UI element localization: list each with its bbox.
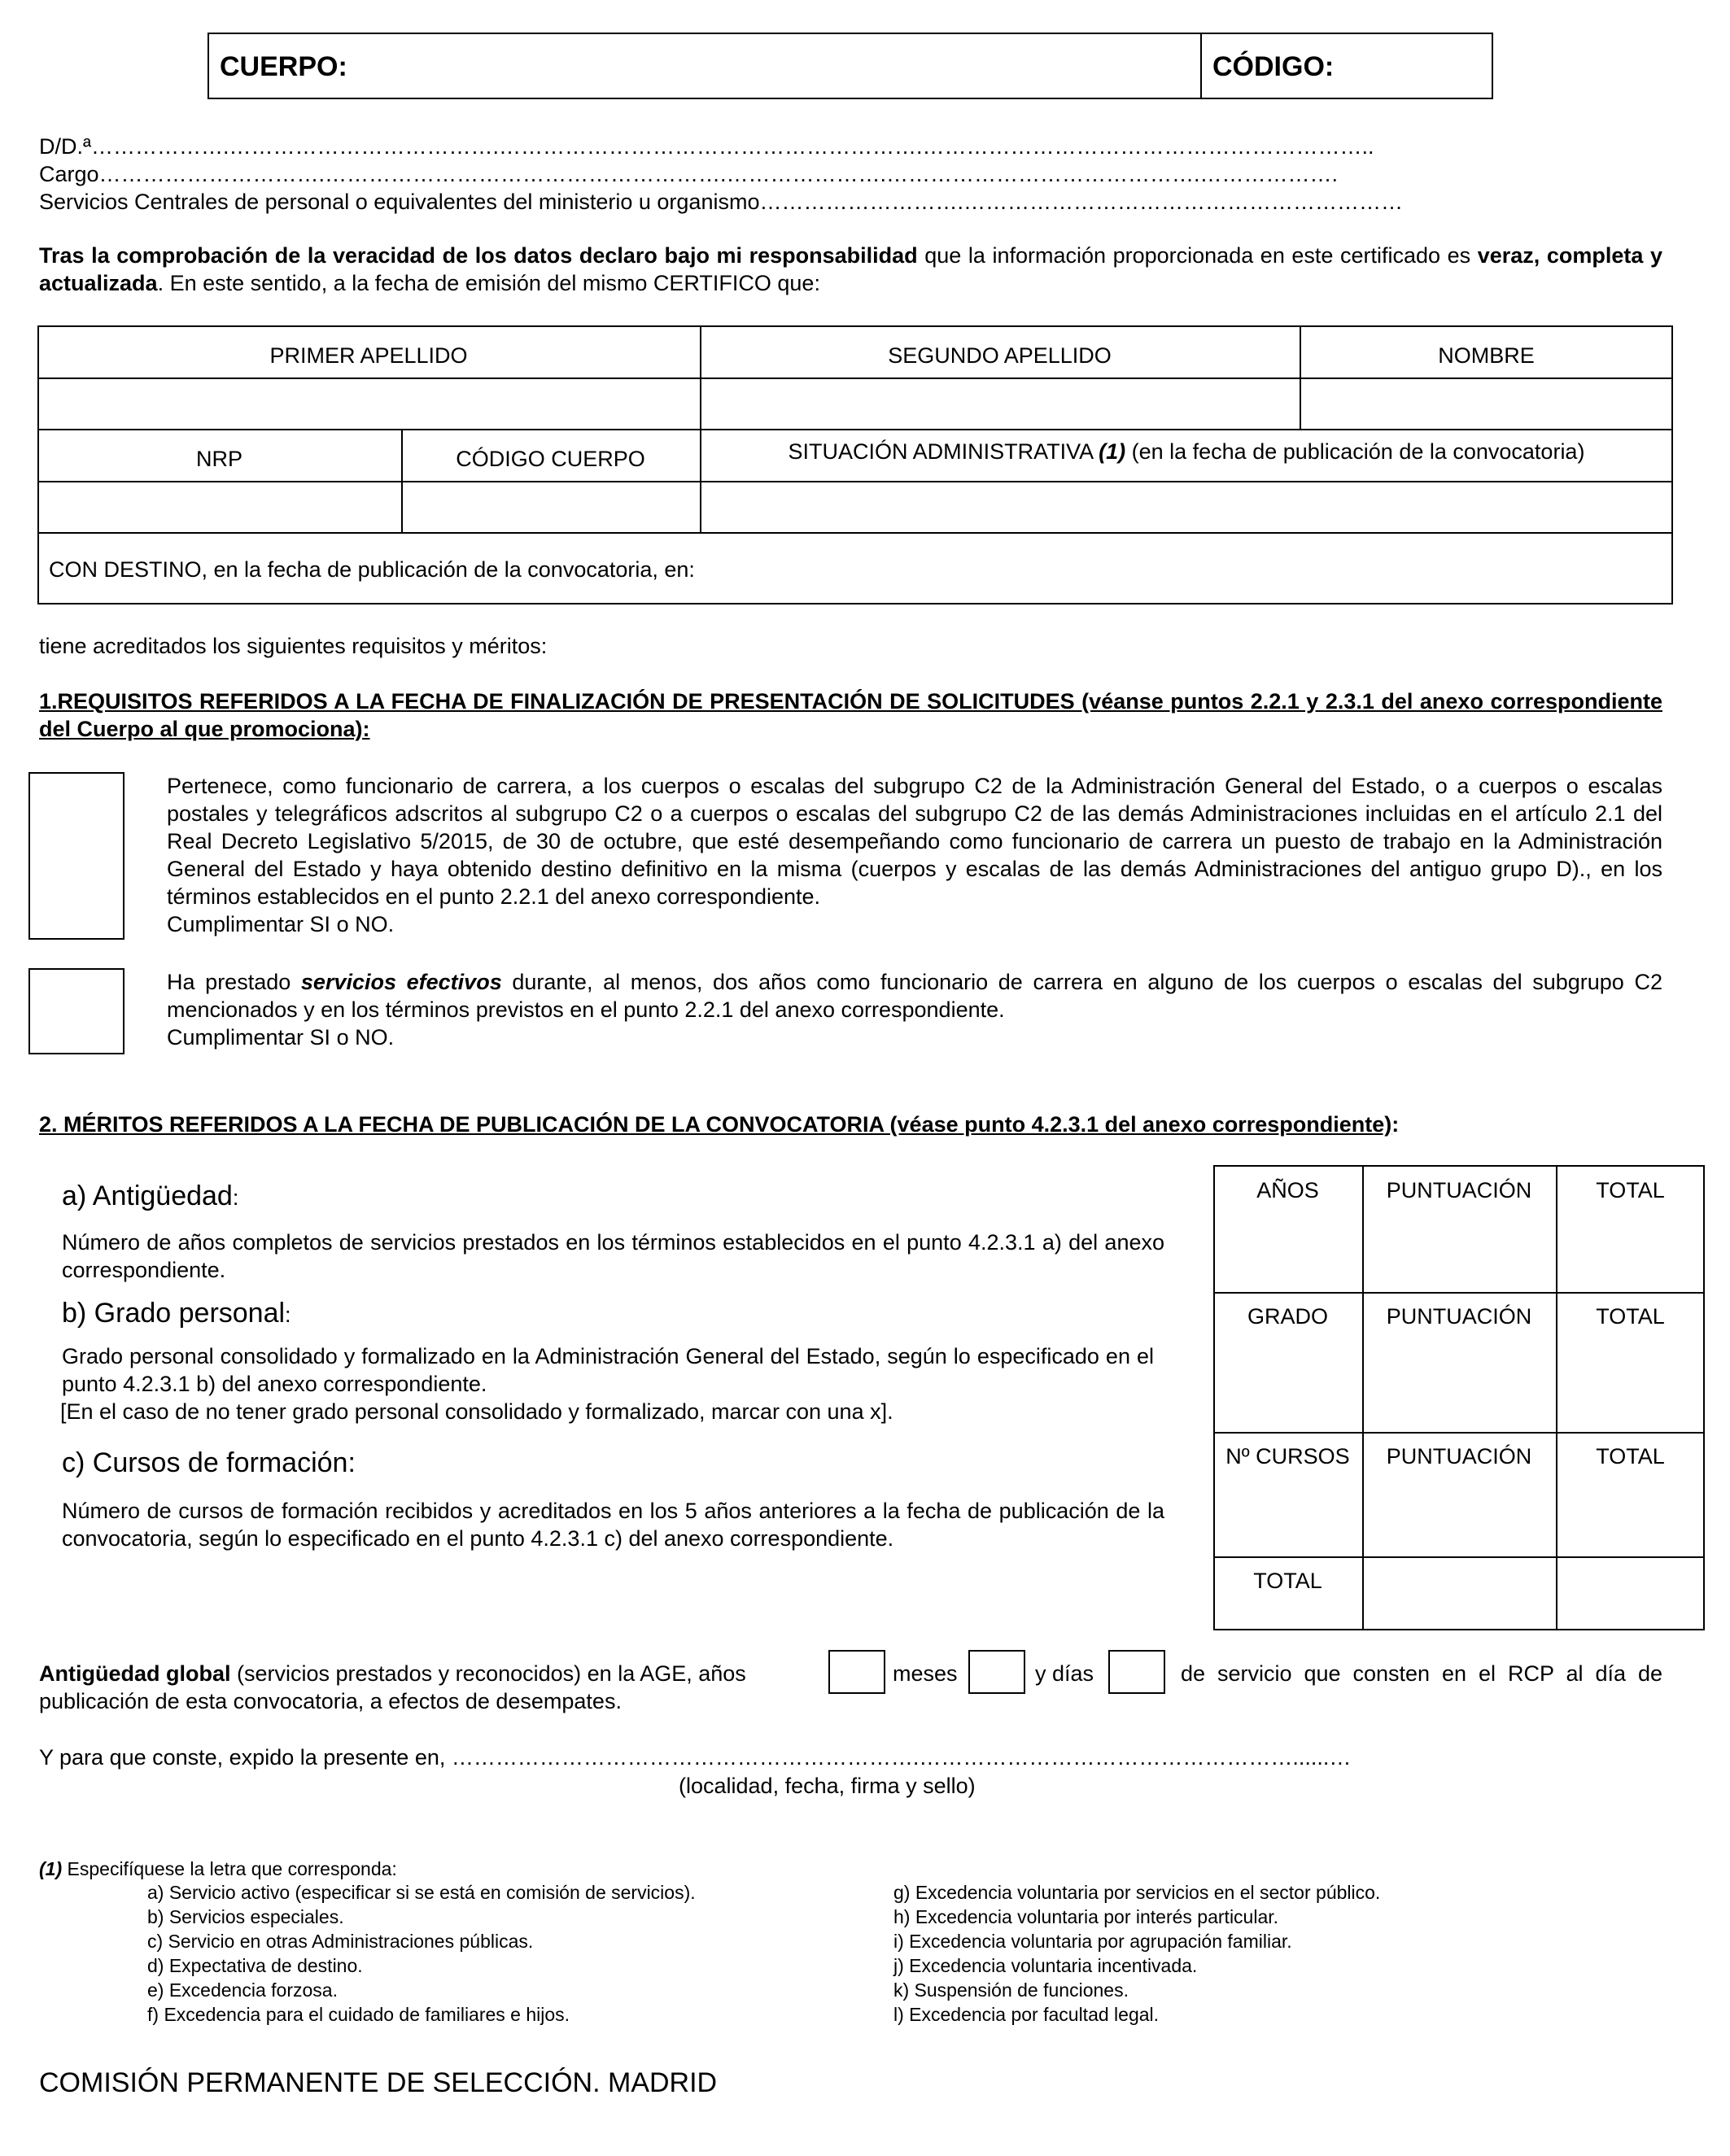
grado-colon: :	[285, 1303, 291, 1327]
declaration-text-2: . En este sentido, a la fecha de emisión del mismo CERTIFICO que:	[157, 271, 820, 295]
tiene-text: tiene acreditados los siguientes requisitos y méritos:	[39, 634, 548, 658]
footnote-left-list	[147, 1880, 696, 2027]
primer-apellido-header: PRIMER APELLIDO	[269, 343, 468, 368]
global-text	[39, 1660, 746, 1687]
req2-fill-note: Cumplimentar SI o NO.	[167, 1025, 395, 1050]
footnote-item: i) Excedencia voluntaria por agrupación familiar.	[893, 1931, 1292, 1952]
codigo-label: CÓDIGO:	[1212, 51, 1335, 82]
footnote-ref: (1)	[39, 1858, 63, 1879]
situacion-field[interactable]	[701, 482, 1671, 531]
dias-label: y días	[1035, 1661, 1094, 1686]
footnote-item: k) Suspensión de funciones.	[893, 1979, 1129, 2001]
declaration-bold: Tras la comprobación de la veracidad de los datos declaro bajo mi responsabilidad	[39, 243, 918, 268]
cursos-text: Número de cursos de formación recibidos y acreditados en los 5 años anteriores a la fecha de publicación de la convocatoria, según lo especificado en el punto 4.2.3.1 c) del anexo correspondiente.	[62, 1499, 1164, 1551]
header-divider	[1200, 33, 1202, 99]
segundo-apellido-header: SEGUNDO APELLIDO	[888, 343, 1112, 368]
situacion-header	[700, 438, 1673, 465]
closing-sub: (localidad, fecha, firma y sello)	[679, 1774, 976, 1798]
nombre-field[interactable]	[1301, 379, 1671, 428]
footnote-item: c) Servicio en otras Administraciones públicas.	[147, 1931, 534, 1952]
segundo-apellido-field[interactable]	[701, 379, 1298, 428]
antiguedad-label: a) Antigüedad	[62, 1181, 233, 1211]
footnote-right-list	[893, 1880, 1380, 2027]
declaration-bold-2: veraz, completa y actualizada	[39, 243, 1662, 295]
codigo-cuerpo-field[interactable]	[403, 482, 698, 531]
situacion-label-tail: (en la fecha de publicación de la convocatoria)	[1125, 439, 1585, 464]
closing-line[interactable]: Y para que conste, expido la presente en, ……………………………………………………….……………………………………………......…	[39, 1745, 1352, 1770]
footnote-item: h) Excedencia voluntaria por interés particular.	[893, 1906, 1279, 1927]
meses-label: meses	[893, 1661, 958, 1686]
section2-title-text: 2. MÉRITOS REFERIDOS A LA FECHA DE PUBLICACIÓN DE LA CONVOCATORIA (véase punto 4.2.3.1 del anexo correspondiente)	[39, 1112, 1392, 1137]
cuerpo-label: CUERPO:	[220, 51, 347, 82]
global-text-b	[1181, 1660, 1662, 1687]
nrp-header: NRP	[195, 447, 242, 471]
meses-box[interactable]	[968, 1650, 1025, 1694]
req1-fill-note: Cumplimentar SI o NO.	[167, 912, 395, 936]
footnote-item: e) Excedencia forzosa.	[147, 1979, 338, 2001]
merits-table-hline	[1213, 1292, 1705, 1294]
grado-header: GRADO	[1247, 1304, 1328, 1329]
grado-note: [En el caso de no tener grado personal consolidado y formalizado, marcar con una x].	[60, 1399, 893, 1424]
total-header: TOTAL	[1596, 1178, 1665, 1202]
section2-title	[39, 1111, 1399, 1138]
anos-box[interactable]	[828, 1650, 885, 1694]
merits-table-vline	[1556, 1165, 1557, 1630]
global-text-b-content: de servicio que consten en el RCP al día de	[1181, 1661, 1662, 1686]
footnote-intro	[39, 1857, 397, 1881]
declaration	[39, 242, 1662, 297]
footnote-item: a) Servicio activo (especificar si se está en comisión de servicios).	[147, 1882, 696, 1903]
req2-text-a: Ha prestado	[167, 970, 301, 994]
id-table-hline	[37, 532, 1673, 534]
dd-line[interactable]: D/D.ª……………….……………………………….………………………………………………….……………………………………………………..	[39, 134, 1374, 159]
footnote-item: b) Servicios especiales.	[147, 1906, 344, 1927]
footnote-item: f) Excedencia para el cuidado de familiares e hijos.	[147, 2004, 570, 2025]
global-bold: Antigüedad global	[39, 1661, 231, 1686]
footnote-item: g) Excedencia voluntaria por servicios en el sector público.	[893, 1882, 1381, 1903]
servicios-line[interactable]: Servicios Centrales de personal o equivalentes del ministerio u organismo……………………….……………………………………………………	[39, 190, 1403, 214]
merits-table-hline	[1213, 1556, 1705, 1558]
cargo-line[interactable]: Cargo………………………….……………………………………………….………………….…………………………………….……………….	[39, 162, 1339, 186]
footnote-intro-text: Especifíquese la letra que corresponda:	[62, 1858, 397, 1879]
grado-title	[62, 1297, 291, 1331]
nombre-header: NOMBRE	[1438, 343, 1535, 368]
nrp-field[interactable]	[39, 482, 400, 531]
total-header: TOTAL	[1596, 1444, 1665, 1469]
puntuacion-header: PUNTUACIÓN	[1386, 1304, 1532, 1329]
puntuacion-header: PUNTUACIÓN	[1386, 1444, 1532, 1469]
id-table-hline	[37, 429, 1673, 430]
anos-header: AÑOS	[1256, 1178, 1319, 1202]
primer-apellido-field[interactable]	[39, 379, 698, 428]
situacion-ref: (1)	[1099, 439, 1126, 464]
req2-text-b: durante, al menos, dos años como funcionario de carrera en alguno de los cuerpos o escalas del subgrupo C2 mencionados y en los términos previstos en el punto 2.2.1 del anexo correspondiente.	[167, 970, 1662, 1022]
antiguedad-title	[62, 1180, 238, 1214]
antiguedad-text: Número de años completos de servicios prestados en los términos establecidos en el punto 4.2.3.1 a) del anexo correspondiente.	[62, 1230, 1164, 1282]
dias-box[interactable]	[1108, 1650, 1165, 1694]
req1-checkbox[interactable]	[28, 772, 125, 940]
req2-checkbox[interactable]	[28, 968, 125, 1054]
grado-text: Grado personal consolidado y formalizado en la Administración General del Estado, según lo especificado en el punto 4.2.3.1 b) del anexo correspondiente.	[62, 1344, 1154, 1396]
merits-table-hline	[1213, 1432, 1705, 1434]
footnote-item: j) Excedencia voluntaria incentivada.	[893, 1955, 1198, 1976]
con-destino-label: CON DESTINO, en la fecha de publicación de la convocatoria, en:	[49, 557, 695, 582]
grado-label: b) Grado personal	[62, 1298, 286, 1329]
total-row-label: TOTAL	[1253, 1569, 1322, 1593]
declaration-text: que la información proporcionada en este certificado es	[917, 243, 1478, 268]
antiguedad-colon: :	[232, 1185, 239, 1210]
req1-text: Pertenece, como funcionario de carrera, a los cuerpos o escalas del subgrupo C2 de la Administración General del Estado, o a cuerpos o escalas postales y telegráficos adscritos al subgrupo C2 o a cuerpos o escalas del subgrupo C2 de las demás Administraciones incluidas en el artículo 2.1 del Real Decreto Legislativo 5/2015, de 30 de octubre, que esté desempeñando como funcionario de carrera un puesto de trabajo en la Administración General del Estado y haya obtenido destino definitivo en la misma (cuerpos y escalas de las demás Administraciones del antiguo grupo D)., en los términos establecidos en el punto 2.2.1 del anexo correspondiente.	[167, 774, 1662, 909]
section2-title-colon: :	[1391, 1112, 1400, 1137]
puntuacion-header: PUNTUACIÓN	[1386, 1178, 1532, 1202]
merits-table-vline	[1362, 1165, 1364, 1630]
situacion-label: SITUACIÓN ADMINISTRATIVA	[788, 439, 1099, 464]
section1-title: 1.REQUISITOS REFERIDOS A LA FECHA DE FINALIZACIÓN DE PRESENTACIÓN DE SOLICITUDES (véanse puntos 2.2.1 y 2.3.1 del anexo correspondiente del Cuerpo al que promociona):	[39, 689, 1662, 741]
req2-text	[167, 968, 1662, 1023]
total-header: TOTAL	[1596, 1304, 1665, 1329]
cursos-title: c) Cursos de formación:	[62, 1447, 356, 1478]
merits-table	[1213, 1165, 1705, 1630]
footnote-item: l) Excedencia por facultad legal.	[893, 2004, 1160, 2025]
commission-footer: COMISIÓN PERMANENTE DE SELECCIÓN. MADRID	[39, 2067, 718, 2098]
global-text-a: (servicios prestados y reconocidos) en la AGE, años	[230, 1661, 746, 1686]
cursos-header: Nº CURSOS	[1225, 1444, 1350, 1469]
codigo-cuerpo-header: CÓDIGO CUERPO	[456, 447, 645, 471]
req2-emphasis: servicios efectivos	[300, 970, 502, 994]
footnote-item: d) Expectativa de destino.	[147, 1955, 363, 1976]
global-text-c: publicación de esta convocatoria, a efectos de desempates.	[39, 1689, 622, 1713]
